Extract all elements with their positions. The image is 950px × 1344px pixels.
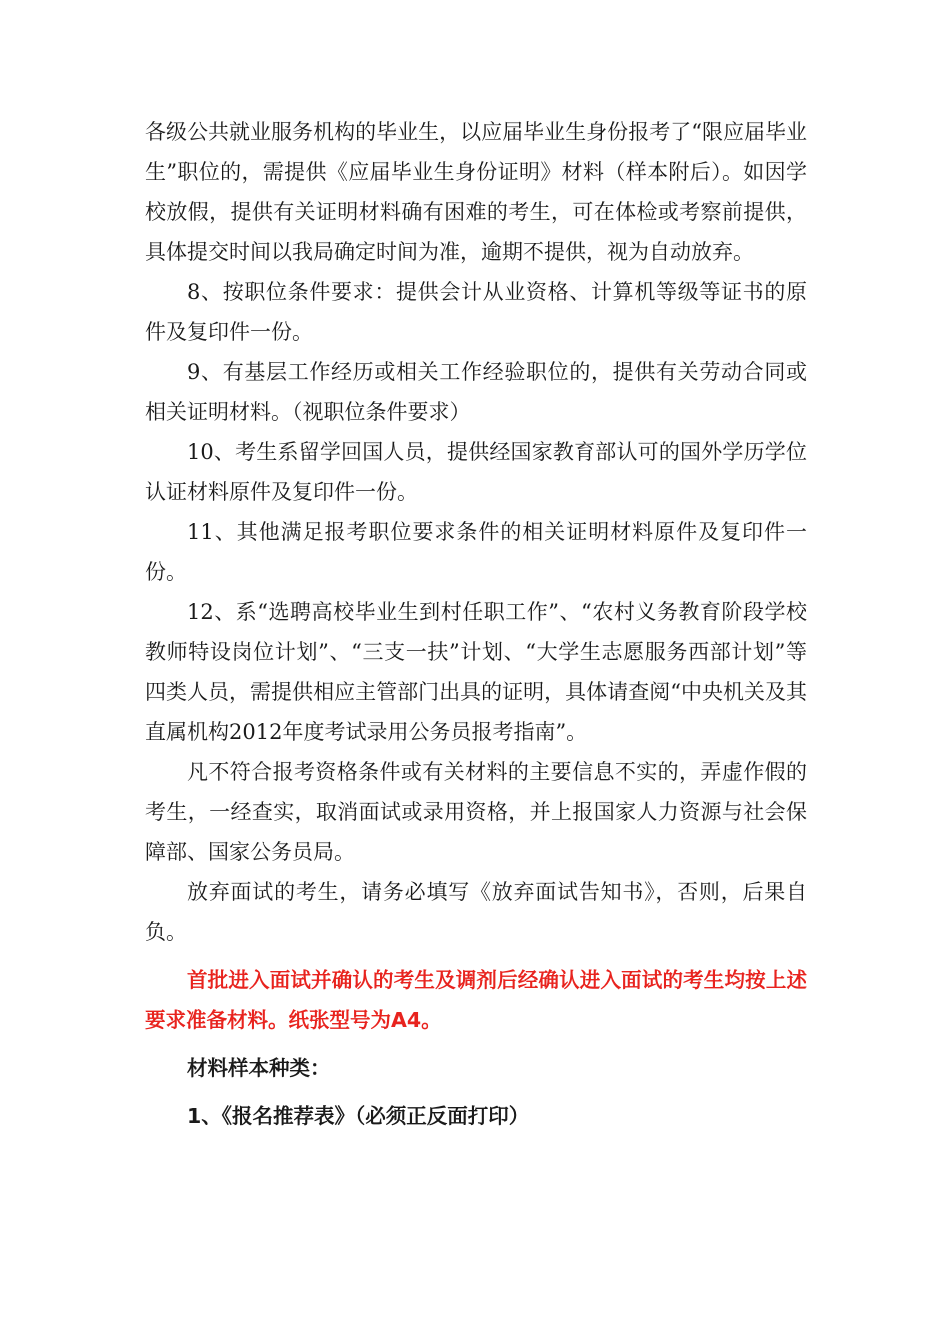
paragraph-item-8: 8、按职位条件要求：提供会计从业资格、计算机等级等证书的原件及复印件一份。 [145,280,807,344]
paragraph-item-12: 12、系“选聘高校毕业生到村任职工作”、“农村义务教育阶段学校教师特设岗位计划”、“三支一扶”计划、“大学生志愿服务西部计划”等四类人员，需提供相应主管部门出具的证明，具体请查阅“中央机关及其直属机构2012年度考试录用公务员报考指南”。 [145,600,807,744]
samples-heading: 材料样本种类： [187,1056,331,1080]
document-page [145,112,807,1136]
paragraph-false-info-warning: 凡不符合报考资格条件或有关材料的主要信息不实的，弄虚作假的考生，一经查实，取消面试或录用资格，并上报国家人力资源与社会保障部、国家公务员局。 [145,760,807,864]
sample-item-1: 1、《报名推荐表》（必须正反面打印） [187,1104,530,1128]
paragraph-graduate-proof: 各级公共就业服务机构的毕业生，以应届毕业生身份报考了“限应届毕业生”职位的，需提供《应届毕业生身份证明》材料（样本附后）。如因学校放假，提供有关证明材料确有困难的考生，可在体检或考察前提供，具体提交时间以我局确定时间为准，逾期不提供，视为自动放弃。 [145,120,807,264]
paragraph-item-11: 11、其他满足报考职位要求条件的相关证明材料原件及复印件一份。 [145,520,807,584]
paragraph-item-9: 9、有基层工作经历或相关工作经验职位的，提供有关劳动合同或相关证明材料。（视职位条件要求） [145,360,807,424]
notice-red-requirements: 首批进入面试并确认的考生及调剂后经确认进入面试的考生均按上述要求准备材料。纸张型号为A4。 [145,968,807,1032]
paragraph-abandon-interview: 放弃面试的考生，请务必填写《放弃面试告知书》，否则，后果自负。 [145,880,807,944]
paragraph-item-10: 10、考生系留学回国人员，提供经国家教育部认可的国外学历学位认证材料原件及复印件一份。 [145,440,807,504]
